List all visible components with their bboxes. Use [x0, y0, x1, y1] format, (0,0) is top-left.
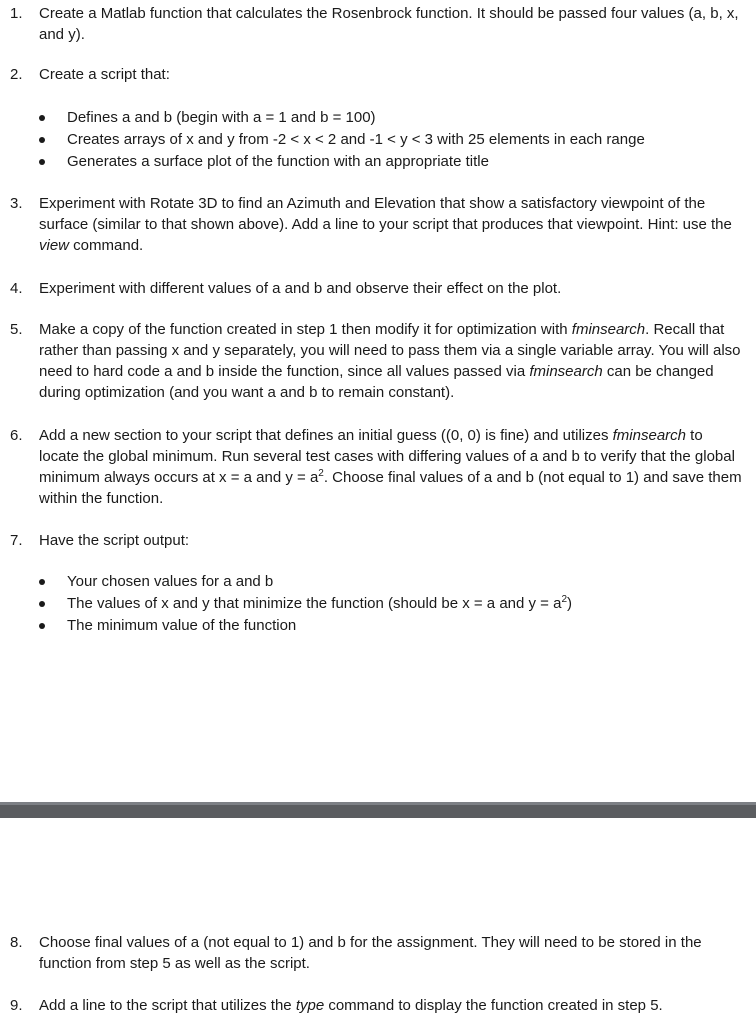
step-text: Make a copy of the function created in step 1 then modify it for optimization with fminsearch. Recall that rather than passing x and y separately, you will need to pass them via a single variable array. You will also need to hard code a and b inside the function, since all values passed via fminsearch can be changed during optimization (and you want a and b to remain constant).: [39, 321, 741, 401]
bullet-icon: [39, 601, 45, 607]
bullet-icon: [39, 579, 45, 585]
list-item: The values of x and y that minimize the function (should be x = a and $y = a^2$): [0, 593, 735, 615]
step-number: 8.: [10, 934, 23, 951]
step-4: [10, 278, 745, 299]
step-8: [10, 932, 745, 974]
list-item: Your chosen values for a and b: [0, 571, 735, 593]
script-requirements-list: [0, 107, 735, 173]
step-text: Have the script output:: [39, 532, 190, 549]
step-5: [10, 319, 745, 403]
step-9: [10, 995, 745, 1016]
step-7: [10, 530, 745, 551]
step-number: 7.: [10, 532, 23, 549]
bullet-icon: [39, 137, 45, 143]
step-number: 3.: [10, 195, 23, 212]
step-number: 2.: [10, 66, 23, 83]
step-number: 5.: [10, 321, 23, 338]
step-6: [10, 425, 745, 509]
step-text: Add a line to the script that utilizes the type command to display the function created in step 5.: [39, 997, 663, 1014]
list-item: Creates arrays of x and y from -2 < x < 2 and -1 < y < 3 with 25 elements in each range: [0, 129, 735, 151]
bullet-icon: [39, 159, 45, 165]
list-item: Defines a and b (begin with a = 1 and b = 100): [0, 107, 735, 129]
list-item: The minimum value of the function: [0, 615, 735, 637]
step-text: Add a new section to your script that defines an initial guess ((0, 0) is fine) and utilizes fminsearch to locate the global minimum. Run several test cases with differing values of a and b to verify that the global minimum always occurs at x = a and $y = a^2$. Choose final values of a and b (not equal to 1) and save them within the function.: [39, 427, 742, 507]
step-text: Experiment with Rotate 3D to find an Azimuth and Elevation that show a satisfactory viewpoint of the surface (similar to that shown above). Add a line to your script that produces that viewpoint. Hint: use the view command.: [39, 195, 732, 254]
step-1: [10, 3, 745, 45]
step-number: 6.: [10, 427, 23, 444]
step-number: 9.: [10, 997, 23, 1014]
bullet-icon: [39, 623, 45, 629]
list-item: Generates a surface plot of the function with an appropriate title: [0, 151, 735, 173]
script-output-list: [0, 571, 735, 637]
bullet-icon: [39, 115, 45, 121]
step-3: [10, 193, 745, 256]
step-2: [10, 64, 745, 85]
step-number: 4.: [10, 280, 23, 297]
step-number: 1.: [10, 5, 23, 22]
step-text: Experiment with different values of a and b and observe their effect on the plot.: [39, 280, 562, 297]
step-text: Create a Matlab function that calculates the Rosenbrock function. It should be passed four values (a, b, x, and y).: [39, 5, 739, 43]
step-text: Choose final values of a (not equal to 1) and b for the assignment. They will need to be stored in the function from step 5 as well as the script.: [39, 934, 702, 972]
step-text: Create a script that:: [39, 66, 170, 83]
page-separator: [0, 802, 756, 818]
